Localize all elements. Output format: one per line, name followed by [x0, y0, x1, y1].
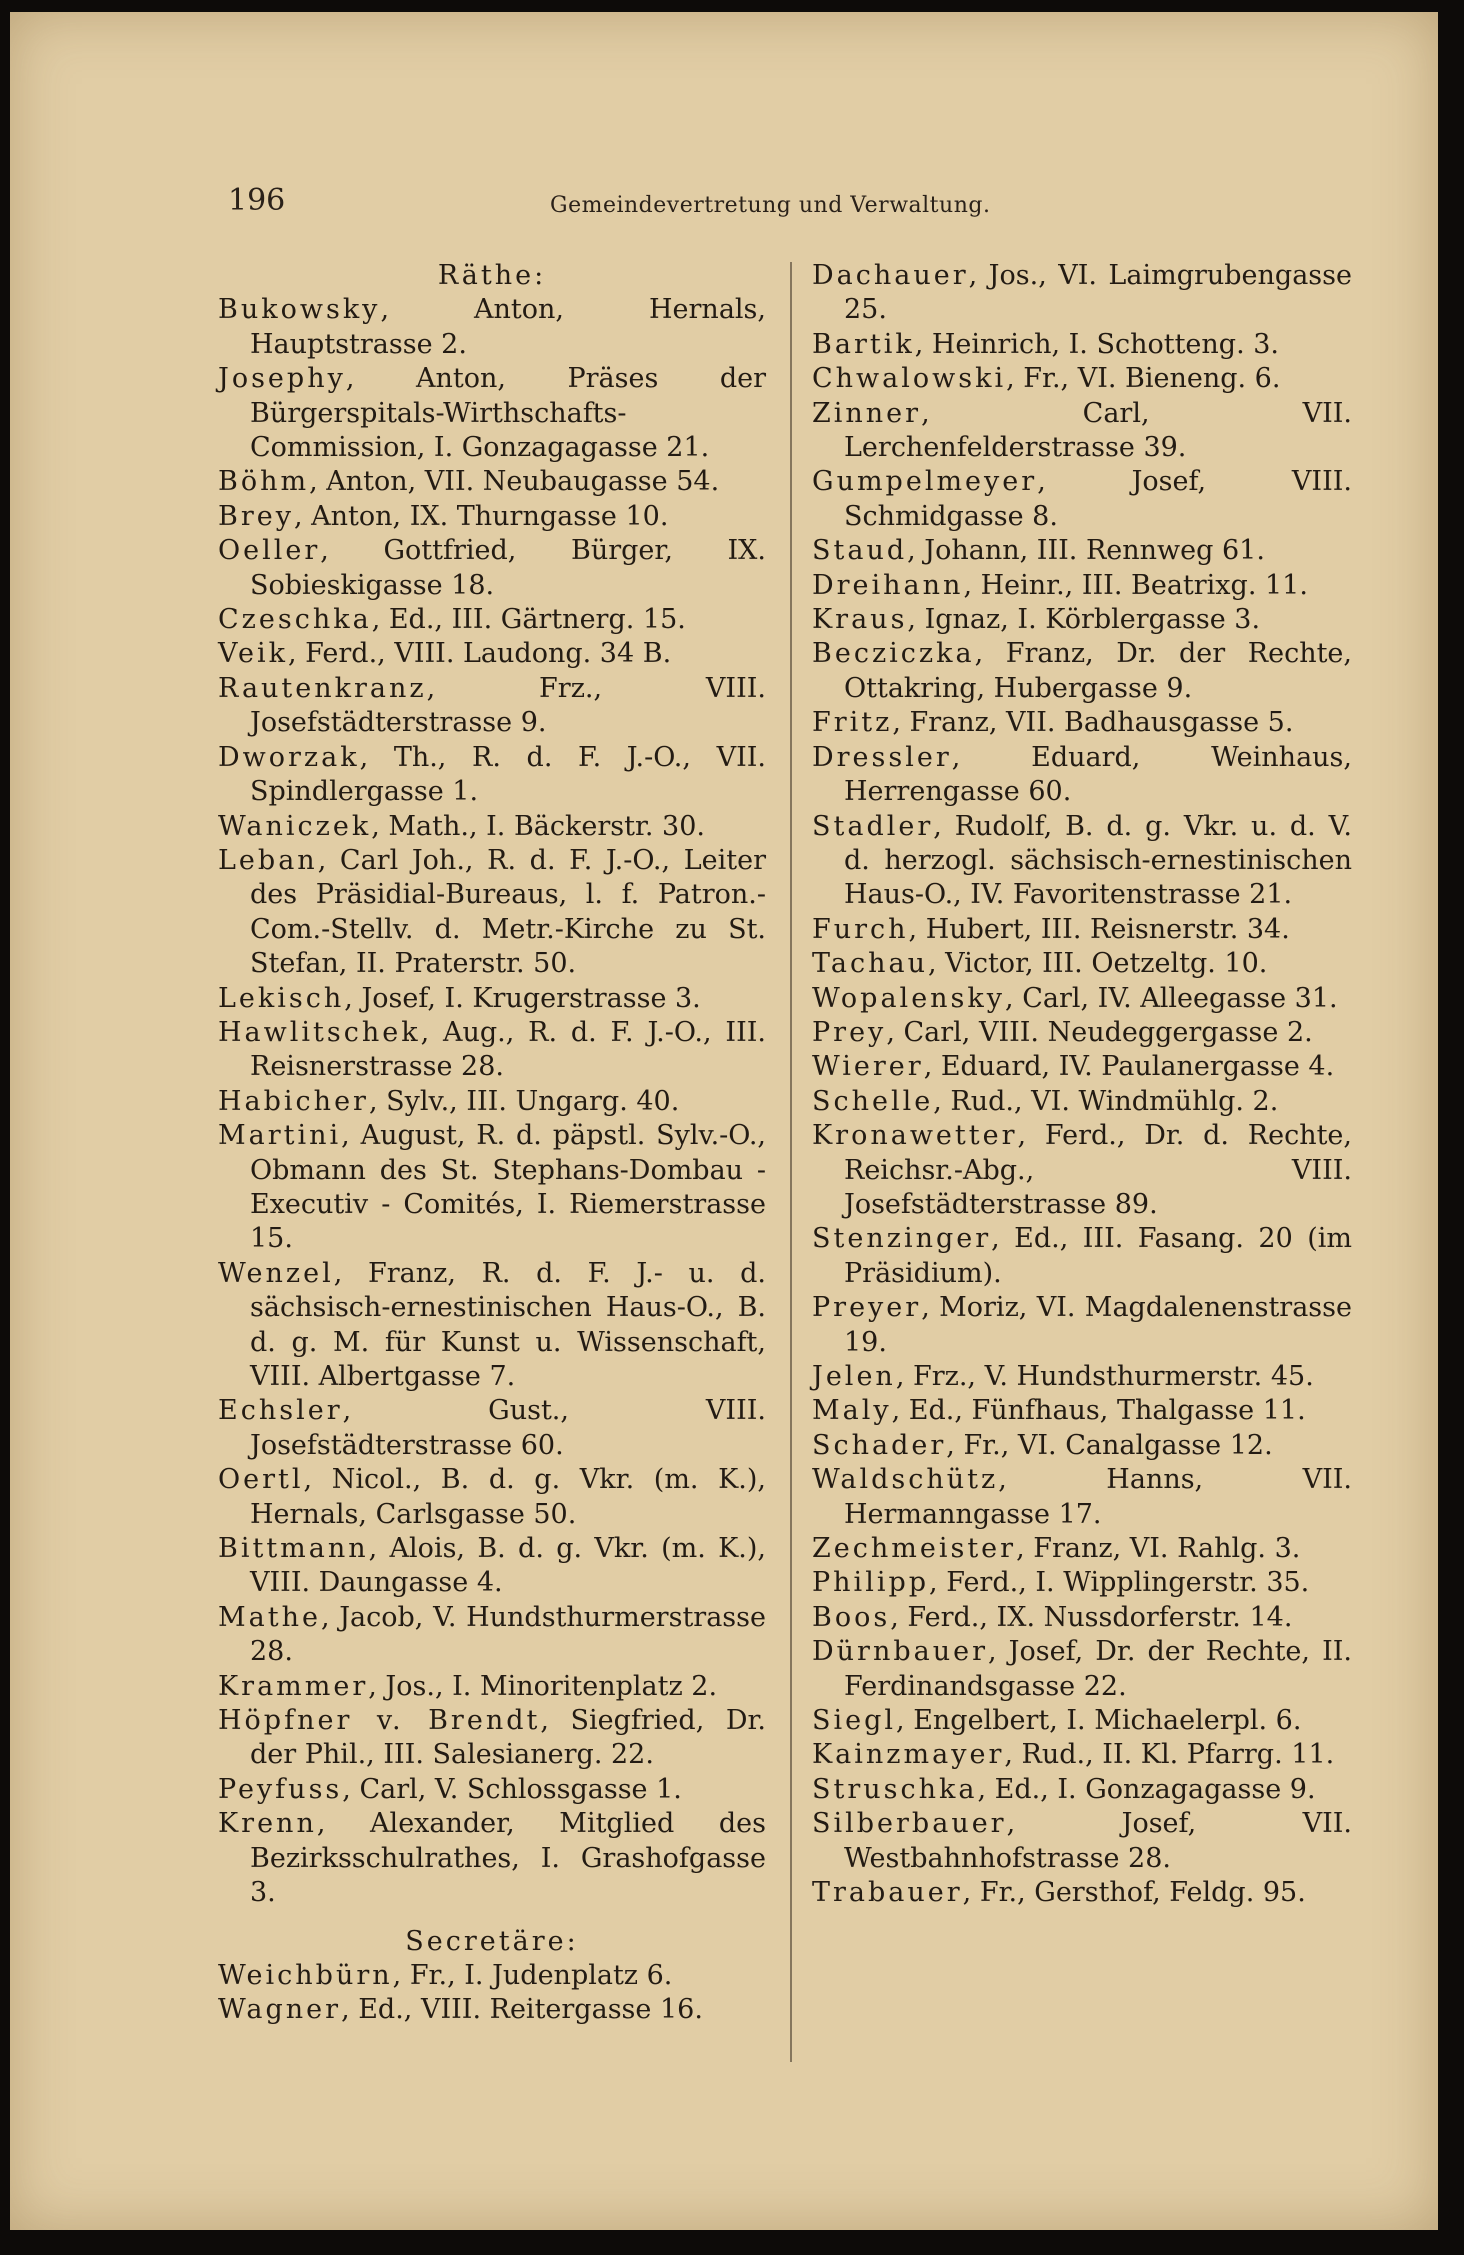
entry-details: , Josef, VIII. Schmidgasse 8.	[844, 466, 1352, 532]
entry-name: Prey	[812, 1016, 887, 1048]
entry-details: , Ed., Fünfhaus, Thalgasse 11.	[891, 1395, 1306, 1427]
entry-details: , Ferd., VIII. Laudong. 34 B.	[288, 638, 672, 670]
entry-name: Böhm	[218, 466, 310, 498]
directory-entry	[812, 982, 1352, 1016]
entry-name: Fritz	[812, 707, 893, 739]
entry-name: Silberbauer	[812, 1808, 1007, 1840]
directory-entry	[218, 741, 766, 810]
entry-name: Wopalensky	[812, 982, 1006, 1014]
entry-name: Kronawetter	[812, 1120, 1018, 1152]
directory-entry	[812, 1773, 1352, 1807]
entry-details: , Franz, VI. Rahlg. 3.	[1016, 1533, 1301, 1565]
entry-details: , Alexander, Mitglied des Bezirksschulrathes, I. Grashofgasse 3.	[250, 1808, 766, 1909]
entry-name: Stenzinger	[812, 1223, 992, 1255]
right-column	[812, 259, 1352, 1911]
directory-entry	[218, 1394, 766, 1463]
entry-details: , Carl, VII. Lerchenfelderstrasse 39.	[844, 397, 1352, 464]
entry-name: Wierer	[812, 1051, 924, 1083]
directory-entry	[812, 1085, 1352, 1119]
entry-name: Martini	[218, 1120, 342, 1152]
entry-name: Czeschka	[218, 604, 372, 636]
entry-details: , Franz, VII. Badhausgasse 5.	[892, 707, 1294, 739]
entry-name: Kainzmayer	[812, 1739, 1005, 1771]
directory-entry	[218, 362, 766, 465]
entry-details: , Moriz, VI. Magdalenenstrasse 19.	[844, 1292, 1352, 1358]
directory-entry	[812, 1222, 1352, 1291]
entry-name: Struschka	[812, 1773, 978, 1805]
entry-details: , Franz, R. d. F. J.- u. d. sächsisch-ernestinischen Haus-O., B. d. g. M. für Kunst u. Wissenschaft, VIII. Albertgasse 7.	[250, 1257, 766, 1392]
column-divider	[790, 262, 792, 2062]
entry-name: Krenn	[218, 1808, 317, 1840]
directory-entry	[812, 603, 1352, 637]
entry-name: Dreihann	[812, 569, 964, 601]
directory-entry	[812, 1566, 1352, 1600]
entry-details: , Heinr., III. Beatrixg. 11.	[963, 569, 1308, 601]
entry-details: , Siegfried, Dr. der Phil., III. Salesianerg. 22.	[250, 1705, 766, 1771]
running-title: Gemeindevertretung und Verwaltung.	[550, 193, 991, 218]
entry-details: , Carl Joh., R. d. F. J.-O., Leiter des Präsidial-Bureaus, l. f. Patron.-Com.-Stellv. d. Metr.-Kirche zu St. Stefan, II. Praterstr. 50.	[250, 844, 766, 980]
entry-details: , Anton, Hernals, Hauptstrasse 2.	[250, 294, 766, 360]
directory-entry	[812, 1463, 1352, 1532]
directory-entry	[812, 1738, 1352, 1772]
entry-name: Dürnbauer	[812, 1636, 988, 1668]
entry-details: , Carl, IV. Alleegasse 31.	[1005, 982, 1338, 1014]
entry-details: , Hanns, VII. Hermanngasse 17.	[844, 1464, 1352, 1530]
directory-entry	[812, 1635, 1352, 1704]
entry-details: , Fr., VI. Bieneng. 6.	[1006, 363, 1281, 395]
entry-details: , Engelbert, I. Michaelerpl. 6.	[896, 1705, 1302, 1737]
section-heading-raethe: Räthe:	[437, 260, 547, 291]
entry-name: Lekisch	[218, 982, 345, 1014]
entry-name: Furch	[812, 913, 909, 945]
entry-name: Habicher	[218, 1085, 369, 1117]
entry-name: Dachauer	[812, 260, 969, 291]
left-column	[218, 259, 766, 2028]
entry-name: Bukowsky	[218, 294, 381, 326]
entry-name: Kraus	[812, 604, 908, 636]
directory-entry	[218, 1959, 766, 1993]
entry-name: Zinner	[812, 397, 922, 429]
entry-name: Staud	[812, 535, 908, 567]
entry-name: Boos	[812, 1601, 891, 1633]
entry-name: Oeller	[218, 535, 321, 567]
entry-name: Krammer	[218, 1670, 369, 1702]
entry-details: , Fr., I. Judenplatz 6.	[392, 1959, 673, 1991]
entry-details: , Th., R. d. F. J.-O., VII. Spindlergasse 1.	[250, 741, 766, 808]
entry-details: , Jos., I. Minoritenplatz 2.	[368, 1670, 718, 1702]
directory-entry	[218, 465, 766, 499]
entry-name: Maly	[812, 1395, 892, 1427]
entry-name: Mathe	[218, 1601, 321, 1633]
directory-entry	[218, 1257, 766, 1395]
directory-entry	[812, 810, 1352, 913]
directory-entry	[218, 844, 766, 982]
entry-details: , Ed., III. Fasang. 20 (im Präsidium).	[844, 1223, 1352, 1289]
entry-name: Dworzak	[218, 741, 360, 773]
entry-name: Siegl	[812, 1705, 897, 1737]
entry-name: Rautenkranz	[218, 672, 427, 704]
entry-details: , Eduard, Weinhaus, Herrengasse 60.	[844, 741, 1352, 808]
directory-entry	[812, 637, 1352, 706]
page-header	[0, 183, 1464, 223]
entry-details: , Frz., VIII. Josefstädterstrasse 9.	[250, 672, 766, 739]
directory-entry	[812, 1532, 1352, 1566]
directory-entry	[812, 397, 1352, 466]
directory-entry	[218, 1016, 766, 1085]
entry-details: , Ed., I. Gonzagagasse 9.	[977, 1773, 1316, 1805]
entry-details: , Gottfried, Bürger, IX. Sobieskigasse 18.	[250, 535, 766, 601]
entry-details: , August, R. d. päpstl. Sylv.-O., Obmann des St. Stephans-Dombau - Executiv - Comités, I. Riemerstrasse 15.	[250, 1120, 766, 1255]
entry-details: , Anton, VII. Neubaugasse 54.	[309, 466, 720, 498]
entry-name: Tachau	[812, 948, 929, 980]
entry-details: , Ed., VIII. Reitergasse 16.	[341, 1994, 703, 2026]
directory-entry	[812, 1601, 1352, 1635]
entry-name: Brey	[218, 500, 294, 532]
directory-entry	[812, 1360, 1352, 1394]
entry-details: , Anton, Präses der Bürgerspitals-Wirthschafts-Commission, I. Gonzagagasse 21.	[250, 363, 766, 464]
entry-details: , Aug., R. d. F. J.-O., III. Reisnerstrasse 28.	[250, 1016, 766, 1083]
entry-details: , Johann, III. Rennweg 61.	[907, 535, 1265, 567]
entry-name: Schader	[812, 1429, 947, 1461]
entry-details: , Heinrich, I. Schotteng. 3.	[914, 328, 1280, 360]
directory-entry	[218, 810, 766, 844]
entry-details: , Anton, IX. Thurngasse 10.	[293, 500, 669, 532]
directory-entry	[218, 1119, 766, 1257]
directory-entry	[812, 913, 1352, 947]
directory-entry	[812, 328, 1352, 362]
entry-details: , Alois, B. d. g. Vkr. (m. K.), VIII. Daungasse 4.	[250, 1533, 766, 1599]
entry-name: Schelle	[812, 1085, 934, 1117]
entry-details: , Nicol., B. d. g. Vkr. (m. K.), Hernals, Carlsgasse 50.	[250, 1464, 766, 1530]
entry-details: , Carl, VIII. Neudeggergasse 2.	[886, 1016, 1313, 1048]
section-heading-secretaere: Secretäre:	[405, 1925, 579, 1957]
entry-details: , Josef, Dr. der Rechte, II. Ferdinandsgasse 22.	[844, 1636, 1352, 1702]
directory-entry	[218, 1601, 766, 1670]
entry-details: , Rud., II. Kl. Pfarrg. 11.	[1004, 1739, 1335, 1771]
entry-name: Waniczek	[218, 810, 372, 842]
entry-name: Leban	[218, 844, 318, 876]
entry-name: Jelen	[812, 1361, 896, 1392]
directory-entry	[218, 1704, 766, 1773]
entry-name: Wenzel	[218, 1257, 334, 1289]
entry-name: Waldschütz	[812, 1464, 999, 1496]
directory-entry	[218, 982, 766, 1016]
right-entries-list	[812, 259, 1352, 1911]
entry-details: , Fr., VI. Canalgasse 12.	[946, 1429, 1273, 1461]
directory-entry	[812, 362, 1352, 396]
directory-entry	[812, 1050, 1352, 1084]
entry-name: Gumpelmeyer	[812, 466, 1038, 498]
directory-entry	[812, 569, 1352, 603]
directory-entry	[218, 293, 766, 362]
directory-entry	[812, 534, 1352, 568]
entry-details: , Franz, Dr. der Rechte, Ottakring, Hubergasse 9.	[844, 638, 1352, 704]
directory-entry	[218, 1085, 766, 1119]
entry-name: Oertl	[218, 1464, 304, 1496]
entry-details: , Ed., III. Gärtnerg. 15.	[371, 604, 686, 636]
directory-entry	[812, 1429, 1352, 1463]
directory-entry	[218, 603, 766, 637]
directory-entry	[812, 1876, 1352, 1910]
entry-name: Philipp	[812, 1567, 930, 1599]
entry-name: Preyer	[812, 1292, 922, 1324]
raethe-list	[218, 293, 766, 1910]
entry-name: Peyfuss	[218, 1773, 343, 1805]
entry-name: Stadler	[812, 810, 934, 842]
entry-details: , Josef, VII. Westbahnhofstrasse 28.	[844, 1808, 1352, 1874]
entry-details: , Jos., VI. Laimgrubengasse 25.	[844, 260, 1352, 326]
directory-entry	[218, 1993, 766, 2027]
entry-details: , Hubert, III. Reisnerstr. 34.	[908, 913, 1290, 945]
entry-name: Wagner	[218, 1994, 342, 2026]
directory-entry	[218, 534, 766, 603]
entry-name: Hawlitschek	[218, 1016, 421, 1048]
entry-details: , Gust., VIII. Josefstädterstrasse 60.	[250, 1395, 766, 1461]
directory-entry	[218, 1670, 766, 1704]
entry-details: , Ferd., Dr. d. Rechte, Reichsr.-Abg., VIII. Josefstädterstrasse 89.	[844, 1120, 1352, 1220]
entry-details: , Rudolf, B. d. g. Vkr. u. d. V. d. herzogl. sächsisch-ernestinischen Haus-O., IV. Favoritenstrasse 21.	[844, 810, 1352, 911]
directory-entry	[812, 1016, 1352, 1050]
entry-name: Echsler	[218, 1395, 343, 1427]
entry-details: , Ferd., IX. Nussdorferstr. 14.	[890, 1601, 1293, 1633]
entry-details: , Josef, I. Krugerstrasse 3.	[344, 982, 701, 1014]
directory-entry	[218, 1532, 766, 1601]
entry-details: , Rud., VI. Windmühlg. 2.	[933, 1085, 1279, 1117]
directory-entry	[812, 1394, 1352, 1428]
entry-details: , Sylv., III. Ungarg. 40.	[368, 1085, 680, 1117]
entry-details: , Frz., V. Hundsthurmerstr. 45.	[895, 1361, 1314, 1392]
directory-entry	[218, 637, 766, 671]
entry-name: Weichbürn	[218, 1959, 393, 1991]
entry-details: , Eduard, IV. Paulanergasse 4.	[923, 1051, 1335, 1083]
directory-entry	[218, 500, 766, 534]
entry-details: , Victor, III. Oetzeltg. 10.	[928, 948, 1268, 980]
directory-entry	[218, 1463, 766, 1532]
directory-entry	[812, 741, 1352, 810]
entry-name: Veik	[218, 638, 288, 670]
entry-details: , Math., I. Bäckerstr. 30.	[371, 810, 706, 842]
secretaere-list	[218, 1959, 766, 2028]
directory-entry	[812, 1807, 1352, 1876]
directory-entry	[218, 672, 766, 741]
directory-entry	[812, 1704, 1352, 1738]
entry-name: Dressler	[812, 741, 952, 773]
entry-name: Zechmeister	[812, 1533, 1017, 1565]
entry-details: , Fr., Gersthof, Feldg. 95.	[962, 1877, 1306, 1909]
entry-name: Bittmann	[218, 1533, 369, 1565]
directory-entry	[812, 947, 1352, 981]
page-number: 196	[228, 183, 286, 218]
entry-details: , Jacob, V. Hundsthurmerstrasse 28.	[250, 1601, 766, 1668]
entry-name: Trabauer	[812, 1877, 963, 1909]
entry-details: , Carl, V. Schlossgasse 1.	[342, 1773, 682, 1805]
entry-details: , Ignaz, I. Körblergasse 3.	[907, 604, 1261, 636]
entry-name: Becziczka	[812, 638, 975, 670]
directory-entry	[812, 1291, 1352, 1360]
entry-details: , Ferd., I. Wipplingerstr. 35.	[929, 1567, 1310, 1599]
directory-entry	[218, 1807, 766, 1910]
directory-entry	[812, 259, 1352, 328]
entry-name: Josephy	[218, 363, 346, 395]
entry-name: Bartik	[812, 328, 915, 360]
entry-name: Chwalowski	[812, 363, 1007, 395]
directory-entry	[218, 1773, 766, 1807]
directory-entry	[812, 465, 1352, 534]
directory-entry	[812, 1119, 1352, 1222]
entry-name: Höpfner v. Brendt	[218, 1705, 541, 1737]
directory-entry	[812, 706, 1352, 740]
